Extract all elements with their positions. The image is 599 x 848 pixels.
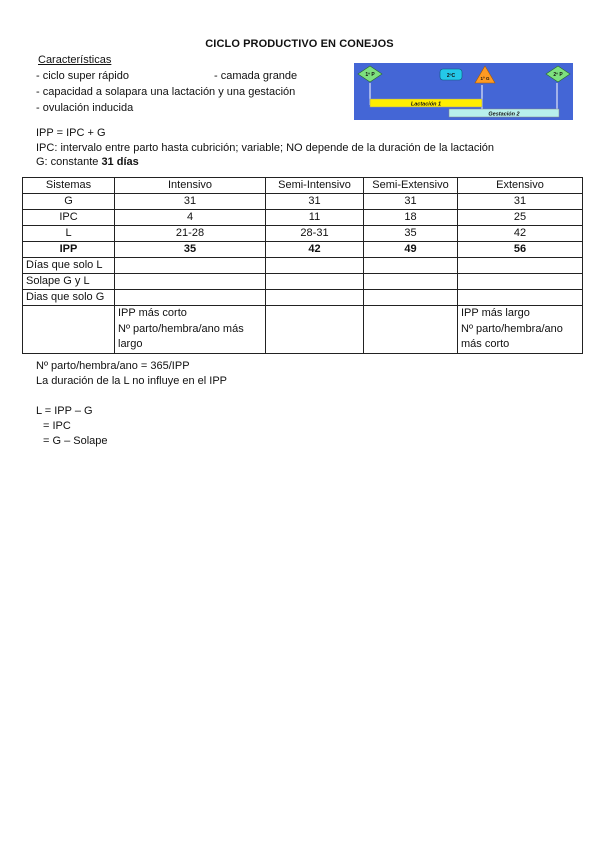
parto-2-label: 2º P (553, 72, 563, 78)
characteristics-block (36, 52, 298, 116)
table-cell: 31 (266, 194, 364, 210)
characteristic-item: - ciclo super rápido (36, 70, 129, 82)
formula-block (36, 404, 108, 449)
table-row-label: IPC (23, 210, 115, 226)
characteristics-row-1 (36, 68, 298, 84)
ipc-definition: IPC: intervalo entre parto hasta cubrición; variable; NO depende de la duración de la lactación (36, 141, 494, 154)
table-row-label: IPP (23, 242, 115, 258)
table-notes-row (23, 306, 583, 354)
note-line: Nº parto/hembra/ano más (118, 322, 244, 335)
table-cell: 11 (266, 210, 364, 226)
note-text: La duración de la L no influye en el IPP (36, 375, 228, 387)
table-cell: 31 (458, 194, 583, 210)
table-cell: 21-28 (115, 226, 266, 242)
cubricion-2-label: 2ºC (446, 73, 456, 79)
extensivo-note (458, 306, 583, 354)
table-cell (364, 274, 458, 290)
table-cell (115, 274, 266, 290)
table-cell (458, 290, 583, 306)
cycle-diagram-svg (354, 63, 573, 120)
page-title: CICLO PRODUCTIVO EN CONEJOS (205, 38, 394, 50)
table-row-label: Días que solo L (23, 258, 115, 274)
table-cell: 31 (115, 194, 266, 210)
note-line: largo (118, 338, 143, 350)
table-cell (266, 258, 364, 274)
table-cell (266, 274, 364, 290)
table-cell (266, 290, 364, 306)
table-row-label: G (23, 194, 115, 210)
g-definition-prefix: G: constante (36, 156, 102, 168)
table-cell: 42 (266, 242, 364, 258)
table-row (23, 274, 583, 290)
table-cell: 18 (364, 210, 458, 226)
definitions-block (36, 126, 494, 170)
lactation-label: Lactación 1 (410, 101, 442, 108)
ipp-formula: IPP = IPC + G (36, 127, 106, 139)
formula-line: = IPC (43, 420, 71, 432)
formula-line: L = IPP – G (36, 405, 93, 417)
note-line: más corto (461, 338, 510, 350)
table-cell: 31 (364, 194, 458, 210)
table-cell (115, 258, 266, 274)
cycle-diagram (354, 63, 573, 120)
table-cell: 56 (458, 242, 583, 258)
table-header: Sistemas (23, 178, 115, 194)
notes-block (36, 359, 227, 389)
table-cell (458, 258, 583, 274)
characteristic-item: - camada grande (214, 70, 298, 82)
parto-1-label: 1º P (365, 72, 375, 78)
table-row (23, 226, 583, 242)
table-cell (266, 306, 364, 354)
characteristics-heading: Características (38, 54, 112, 66)
table-cell (458, 274, 583, 290)
note-formula: Nº parto/hembra/ano = 365/IPP (36, 360, 190, 372)
table-cell: 35 (364, 226, 458, 242)
table-row (23, 258, 583, 274)
characteristic-item: - capacidad a solapara una lactación y una gestación (36, 86, 296, 98)
table-row (23, 242, 583, 258)
table-cell: 42 (458, 226, 583, 242)
systems-table (22, 177, 583, 354)
table-header: Semi-Intensivo (266, 178, 364, 194)
table-row-label: Dias que solo G (23, 290, 115, 306)
table-header-row (23, 178, 583, 194)
table-header: Intensivo (115, 178, 266, 194)
table-row (23, 210, 583, 226)
g-definition-value: 31 días (101, 156, 139, 168)
triangle-label: 1º G (480, 76, 490, 81)
table-cell: 49 (364, 242, 458, 258)
table-cell (364, 306, 458, 354)
table-row-label: L (23, 226, 115, 242)
table-cell (364, 290, 458, 306)
table-cell: 4 (115, 210, 266, 226)
formula-line: = G – Solape (43, 435, 108, 447)
g-definition (36, 155, 494, 170)
note-line: IPP más largo (461, 307, 530, 319)
gestation-label: Gestación 2 (488, 111, 520, 118)
table-header: Semi-Extensivo (364, 178, 458, 194)
note-line: Nº parto/hembra/ano (461, 322, 563, 335)
characteristic-item: - ovulación inducida (36, 102, 134, 114)
note-line: IPP más corto (118, 307, 187, 319)
table-cell (115, 290, 266, 306)
table-row (23, 290, 583, 306)
table-cell (364, 258, 458, 274)
table-row-label: Solape G y L (23, 274, 115, 290)
table-cell: 28-31 (266, 226, 364, 242)
table-cell (23, 306, 115, 354)
table-row (23, 194, 583, 210)
table-cell: 25 (458, 210, 583, 226)
intensivo-note (115, 306, 266, 354)
table-cell: 35 (115, 242, 266, 258)
table-header: Extensivo (458, 178, 583, 194)
